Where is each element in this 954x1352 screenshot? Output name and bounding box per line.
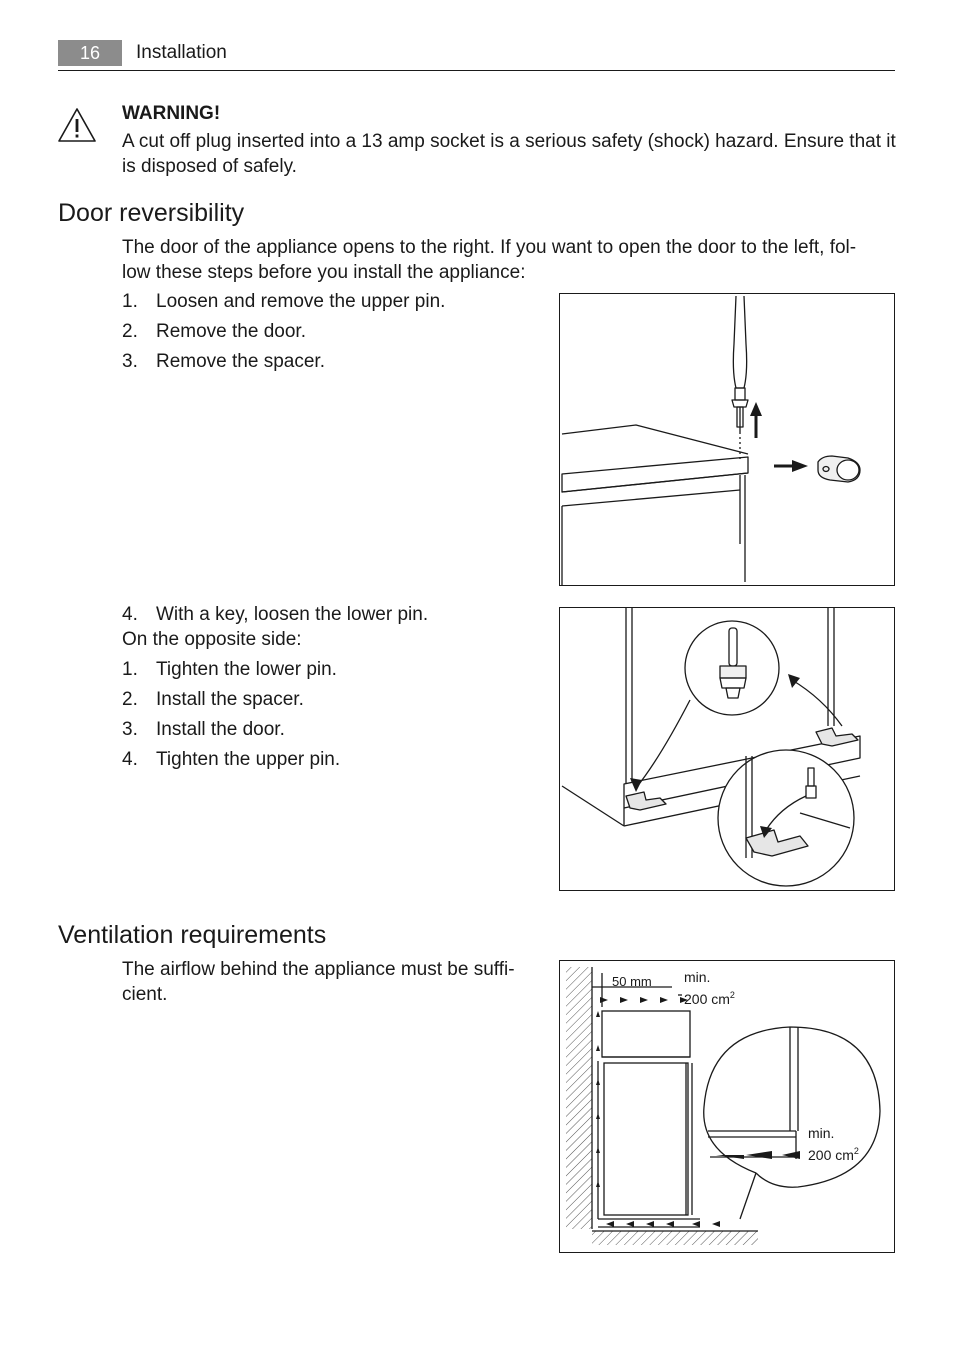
door-intro-line-1: The door of the appliance opens to the right. If you want to open the door to the left, fol- (122, 237, 857, 258)
warning-text: A cut off plug inserted into a 13 amp socket is a serious safety (shock) hazard. Ensure that it is disposed of safely. (122, 131, 896, 177)
step-text: Remove the door. (156, 321, 306, 342)
door-intro-line-2: low these steps before you install the appliance: (122, 262, 526, 283)
step-item (122, 688, 304, 712)
step-item (122, 748, 340, 772)
ventilation-figure (559, 960, 895, 1253)
step-text: Remove the spacer. (156, 351, 325, 372)
ventilation-illustration (560, 961, 894, 1252)
door-reversibility-heading: Door reversibility (58, 199, 245, 227)
door-intro-text (122, 235, 892, 285)
warning-triangle-icon (56, 106, 98, 144)
page-number: 16 (58, 40, 122, 66)
step-text: Install the door. (156, 719, 285, 740)
step-text: Tighten the lower pin. (156, 659, 337, 680)
step-number: 1. (122, 291, 138, 312)
upper-pin-figure (559, 293, 895, 586)
step-item (122, 320, 306, 344)
zoom-area-superscript: 2 (853, 1146, 859, 1156)
step-text: Loosen and remove the upper pin. (156, 291, 446, 312)
lower-pin-figure (559, 607, 895, 891)
step-number: 4. (122, 604, 138, 625)
ventilation-heading: Ventilation requirements (58, 921, 327, 949)
ventilation-text-line-2: cient. (122, 984, 168, 1005)
zoom-area-label (808, 1146, 859, 1163)
gap-label: 50 mm (612, 974, 652, 989)
step-number: 3. (122, 351, 138, 372)
opposite-side-label: On the opposite side: (122, 629, 302, 650)
step-number: 2. (122, 321, 138, 342)
ventilation-text-line-1: The airflow behind the appliance must be suffi- (122, 959, 515, 980)
top-min-label: min. (684, 969, 711, 985)
top-area-superscript: 2 (729, 990, 735, 1000)
step-item (122, 603, 428, 627)
top-area-label (684, 990, 735, 1007)
step-item (122, 290, 445, 314)
step-item (122, 658, 337, 682)
step-item (122, 350, 325, 374)
wall-hatch (566, 967, 592, 1229)
step-item (122, 718, 285, 742)
header-divider (58, 70, 895, 71)
upper-pin-illustration (560, 294, 894, 585)
zoom-area-value: 200 cm (808, 1147, 854, 1163)
step-number: 2. (122, 689, 138, 710)
lower-pin-illustration (560, 608, 894, 890)
step-text: With a key, loosen the lower pin. (156, 604, 429, 625)
step-text: Tighten the upper pin. (156, 749, 341, 770)
section-title: Installation (136, 42, 227, 63)
top-area-value: 200 cm (684, 991, 730, 1007)
step-number: 1. (122, 659, 138, 680)
step-number: 3. (122, 719, 138, 740)
step-text: Install the spacer. (156, 689, 304, 710)
step-number: 4. (122, 749, 138, 770)
warning-title: WARNING! (122, 103, 221, 124)
ventilation-text (122, 957, 522, 1007)
zoom-min-label: min. (808, 1125, 835, 1141)
floor-hatch (592, 1231, 758, 1245)
